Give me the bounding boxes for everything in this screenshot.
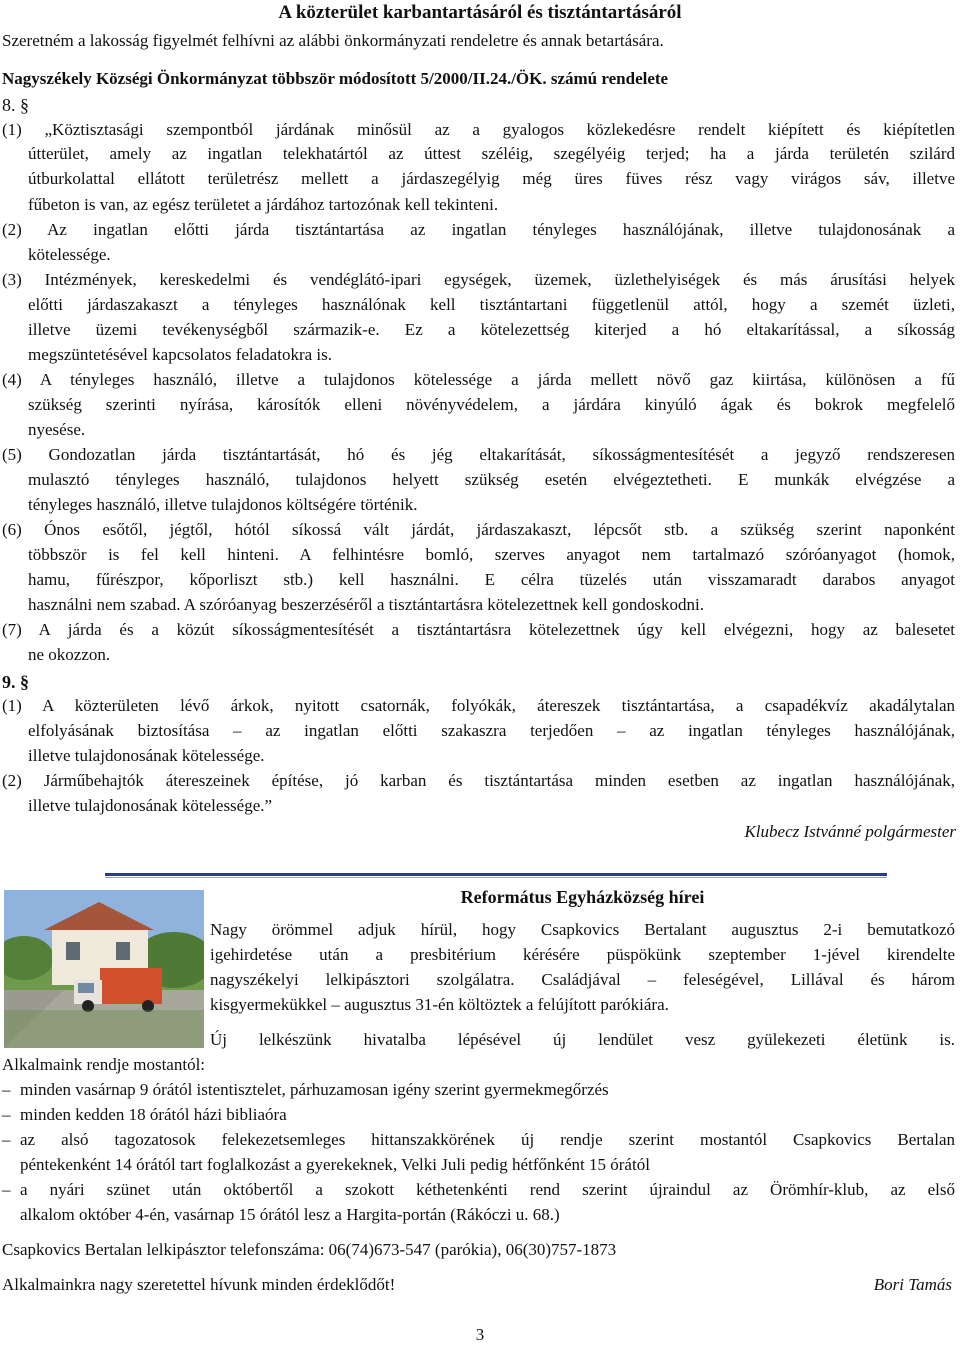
list-item: a nyári szünet után októbertől a szokott kéthetenkénti rend szerint újraindul az Örömhír-klub, az első [20,1180,955,1199]
paragraph-1-line: (1) „Köztisztasági szempontból járdának minősül az a gyalogos közlekedésre rendelt kiépített és kiépítetlen [2,120,955,139]
section-9-paragraph-1-line: illetve tulajdonosának kötelessége. [28,746,265,765]
paragraph-3-line: előtti járdaszakaszt a tényleges használónak kell tisztántartani függetlenül attól, hogy a szemét üzleti, [28,295,955,314]
church-news-line: kisgyermekükkel – augusztus 31-én költöztek a felújított parókiára. [210,995,669,1014]
list-item: az alsó tagozatosok felekezetsemleges hittanszakkörének új rendje szerint mostantól Csapkovics Bertalan [20,1130,955,1149]
section-8-heading: 8. § [2,95,29,115]
section-divider [105,873,887,876]
list-dash: – [2,1130,11,1149]
paragraph-5-line: mulasztó tényleges használó, tulajdonos helyett szükség esetén elvégeztetheti. E munkák elvégzése a [28,470,955,489]
paragraph-4-line: nyesése. [28,420,86,439]
author-signature: Bori Tamás [873,1275,952,1294]
section-9-paragraph-2-line: illetve tulajdonosának kötelessége.” [28,796,273,815]
paragraph-3-line: (3) Intézmények, kereskedelmi és vendéglátó-ipari egységek, üzemek, üzlethelyiségek és más árusítási helyek [2,270,955,289]
church-news-title: Református Egyházközség hírei [460,887,705,907]
paragraph-5-line: (5) Gondozatlan járda tisztántartását, hó és jég eltakarítását, síkosságmentesítését a jegyző rendszeresen [2,445,955,464]
paragraph-7-line: ne okozzon. [28,645,111,664]
pastor-phone: Csapkovics Bertalan lelkipásztor telefonszáma: 06(74)673-547 (parókia), 06(30)757-1873 [2,1240,617,1259]
intro-text: Szeretném a lakosság figyelmét felhívni az alábbi önkormányzati rendeletre és annak betartására. [2,31,664,50]
section-divider-shadow [105,877,887,878]
village-street-photo [4,890,204,1048]
paragraph-6-line: (6) Ónos esőtől, jégtől, hótól síkossá vált járdát, járdaszakaszt, lépcsőt stb. a szükség szerint naponként [2,520,955,539]
paragraph-4-line: szükség szerinti nyírása, károsítók elleni növényvédelem, a járdára kinyúló ágak és bokrok megfelelő [28,395,955,414]
section-9-paragraph-1-line: elfolyásának biztosítása – az ingatlan előtti szakaszra terjedően – az ingatlan tényleges használójának, [28,721,955,740]
section-9-heading: 9. § [2,672,29,692]
paragraph-6-line: hamu, fűrészpor, kőporliszt stb.) kell használni. E célra tüzelés után visszamaradt darabos anyagot [28,570,955,589]
section-9-paragraph-2-line: (2) Járműbehajtók átereszeinek építése, jó karban és tisztántartása minden esetben az ingatlan használójának, [2,771,955,790]
paragraph-1-line: útterület, amely az ingatlan telekhatártól az úttest széléig, szegélyéig terjed; ha a járda területén szilárd [28,144,955,163]
page-number: 3 [475,1325,485,1344]
list-dash: – [2,1180,11,1199]
list-dash: – [2,1105,11,1124]
paragraph-7-line: (7) A járda és a közút síkosságmentesítését a tisztántartásra kötelezettnek úgy kell elvégezni, hogy az balesetet [2,620,955,639]
closing-line: Alkalmainkra nagy szeretettel hívunk minden érdeklődőt! [2,1275,396,1294]
paragraph-1-line: fűbeton is van, az egész területet a járdához tartozónak kell tekinteni. [28,195,499,214]
paragraph-2-line: kötelessége. [28,245,111,264]
section-9-paragraph-1-line: (1) A közterületen lévő árkok, nyitott csatornák, folyókák, átereszek tisztántartása, a csapadékvíz akadálytalan [2,696,955,715]
paragraph-3-line: illetve üzemi tevékenységből származik-e. Ez a kötelezettség kiterjed a hó eltakarítással, a síkosság [28,320,955,339]
schedule-heading: Alkalmaink rendje mostantól: [2,1055,206,1074]
church-news-line: nagyszékelyi lelkipásztori szolgálatra. Családjával – feleségével, Lillával és három [210,970,955,989]
paragraph-1-line: útburkolattal ellátott területrész mellett a járdaszegélyig még üres füves rész vagy virágos sáv, illetve [28,169,955,188]
paragraph-5-line: tényleges használó, illetve tulajdonos költségére történik. [28,495,418,514]
paragraph-6-line: használni nem szabad. A szóróanyag beszerzéséről a tisztántartásra kötelezettnek kell gondoskodni. [28,595,704,614]
mayor-signature: Klubecz Istvánné polgármester [744,822,956,841]
paragraph-4-line: (4) A tényleges használó, illetve a tulajdonos kötelessége a járda mellett növő gaz kiirtása, különösen a fű [2,370,955,389]
list-item: minden kedden 18 órától házi bibliaóra [20,1105,287,1124]
decree-title: Nagyszékely Községi Önkormányzat többször módosított 5/2000/II.24./ÖK. számú rendelete [2,69,669,88]
list-item: péntekenként 14 órától tart foglalkozást a gyerekeknek, Velki Juli pedig hétfőnként 15 órától [20,1155,650,1174]
photo-illustration [4,890,204,1048]
paragraph-2-line: (2) Az ingatlan előtti járda tisztántartása az ingatlan tényleges használójának, illetve tulajdonosának a [2,220,955,239]
paragraph-6-line: többször is fel kell hinteni. A felhintésre bomló, szerves anyagot nem tartalmazó szóróanyagot (homok, [28,545,955,564]
list-item: alkalom október 4-én, vasárnap 15 órától lesz a Hargita-portán (Rákóczi u. 68.) [20,1205,560,1224]
church-news-line: Nagy örömmel adjuk hírül, hogy Csapkovics Bertalant augusztus 2-i bemutatkozó [210,920,955,939]
list-item: minden vasárnap 9 órától istentisztelet, párhuzamosan igény szerint gyermekmegőrzés [20,1080,609,1099]
list-dash: – [2,1080,11,1099]
church-news-line: igehirdetése után a presbitérium kérésére püspökünk szeptember 1-jével kirendelte [210,945,955,964]
paragraph-3-line: megszüntetésével kapcsolatos feladatokra is. [28,345,332,364]
church-news-line: Új lelkészünk hivatalba lépésével új lendület vesz gyülekezeti életünk is. [210,1030,955,1049]
article-title: A közterület karbantartásáról és tisztántartásáról [278,2,682,23]
